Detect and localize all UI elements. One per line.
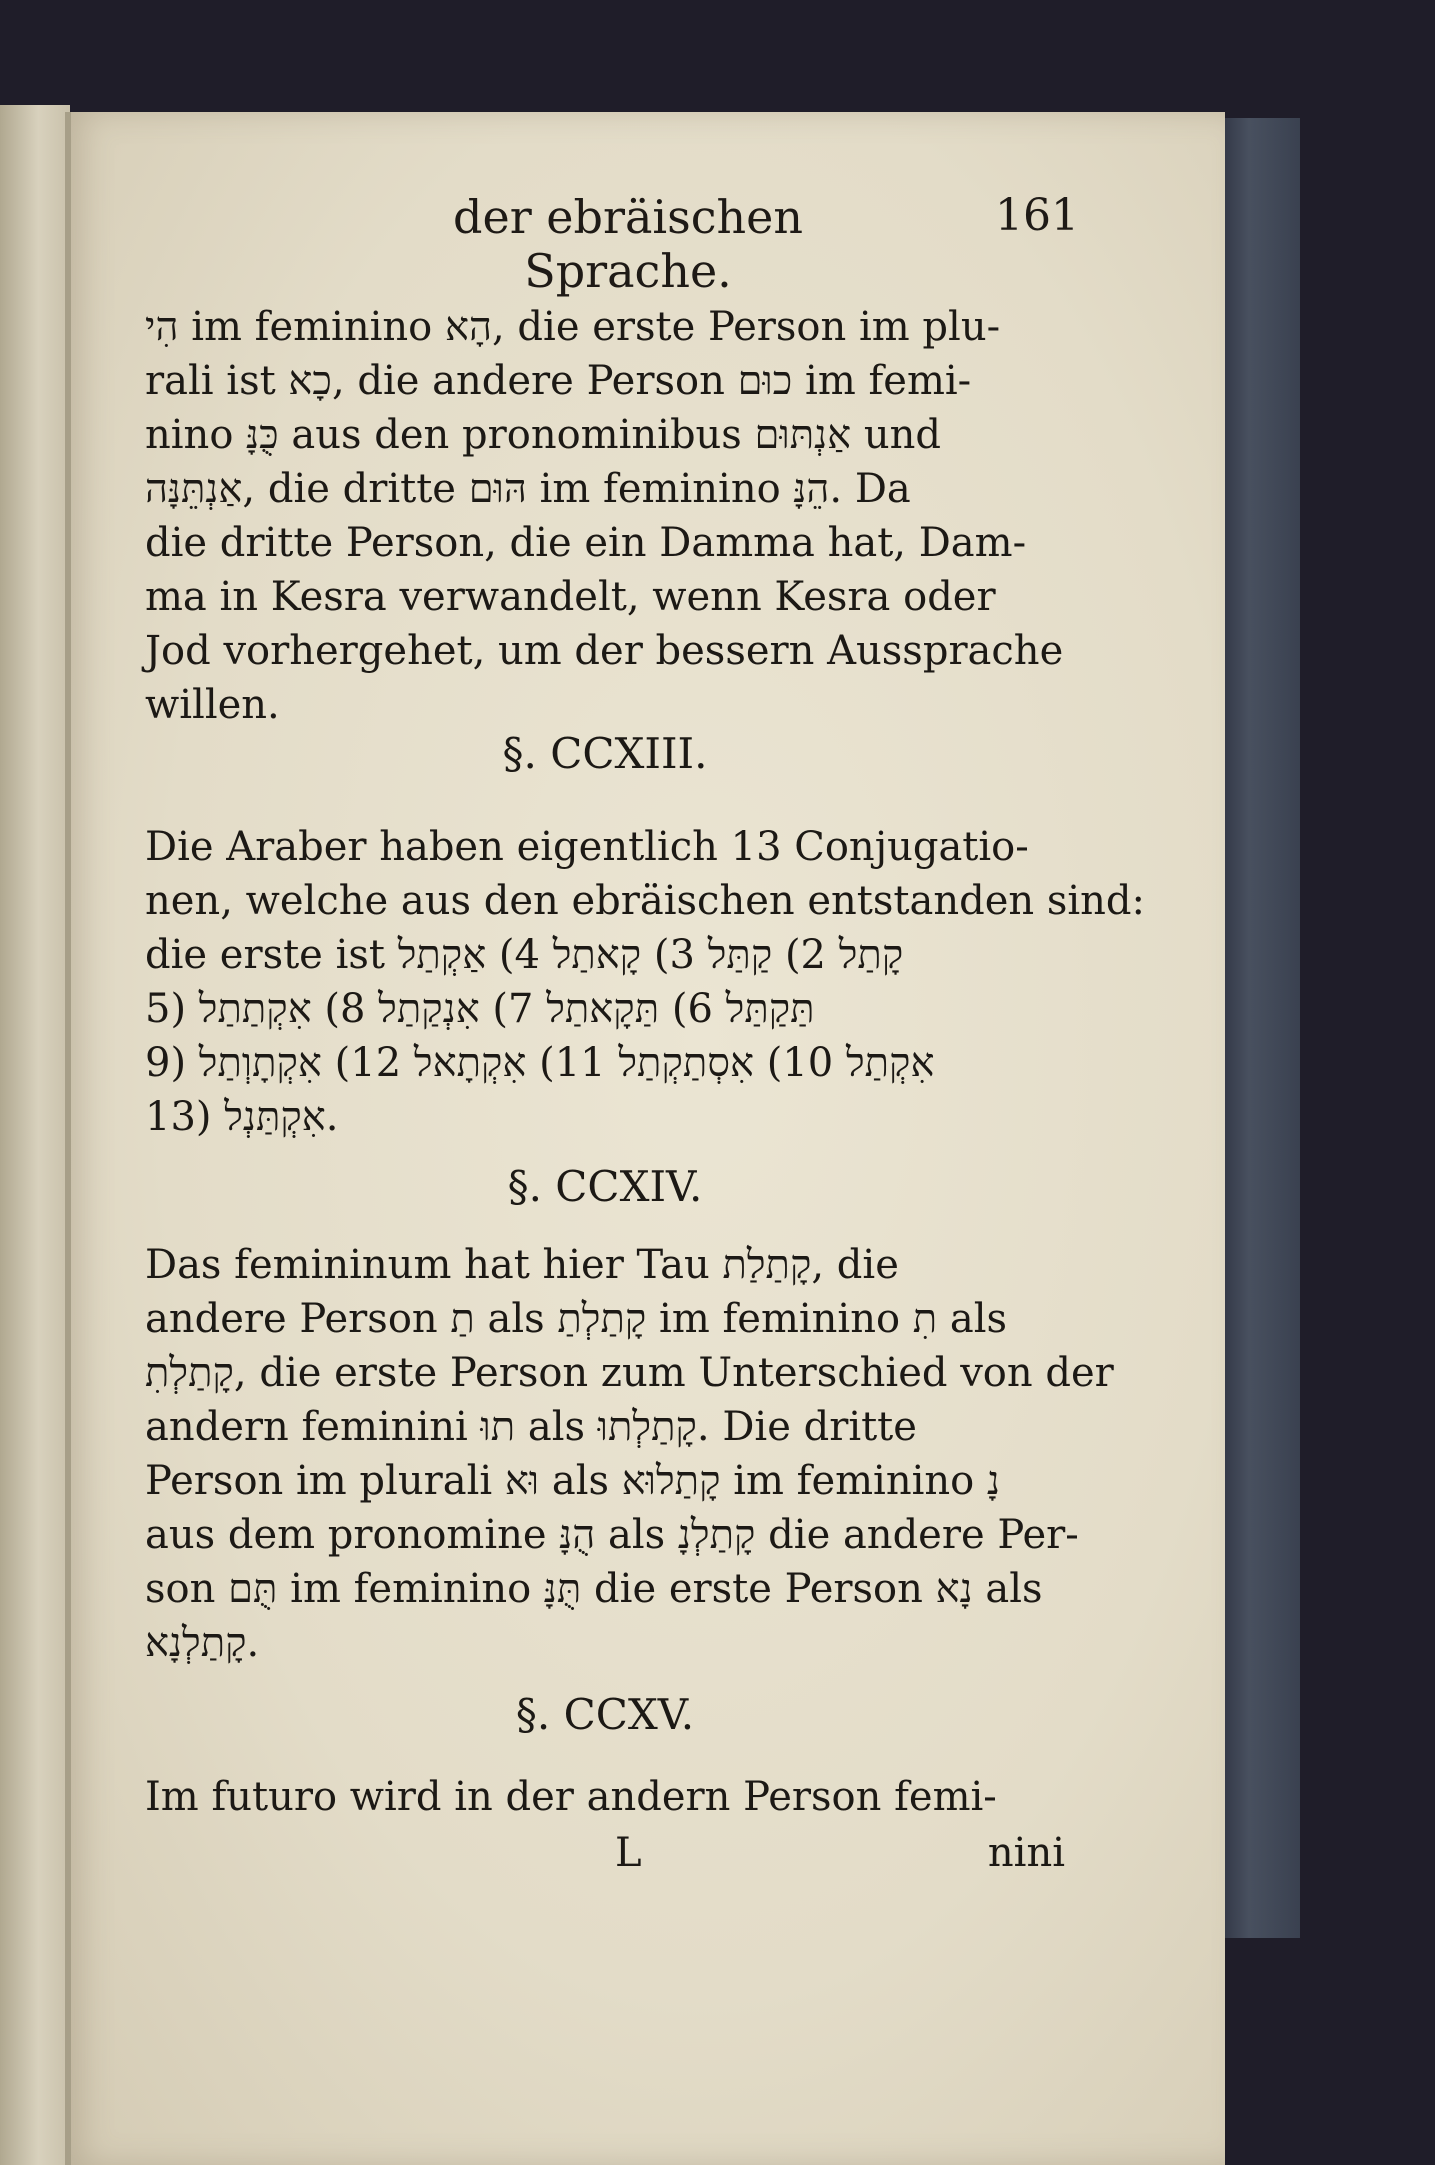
running-head: der ebräischen Sprache. (453, 190, 803, 298)
text-line: Person im plurali וּא als קָתַלוּא im feminino נָ (145, 1458, 1000, 1504)
catchword: nini (987, 1830, 1065, 1876)
text-line: die erste ist קָתַל 2) קַתַּל 3) קָאתַל 4) אַקְתַל (145, 932, 904, 978)
text-line: son תֻּם im feminino תֻּנָּ die erste Person נָא als (145, 1566, 1043, 1612)
page-footer (145, 1826, 1065, 1880)
text-line: 13) אִקְתַּנְל. (145, 1094, 339, 1140)
text-line: ma in Kesra verwandelt, wenn Kesra oder (145, 574, 996, 620)
book-cover-edge (1215, 118, 1300, 1938)
signature-mark: L (615, 1830, 642, 1876)
page-gutter (65, 112, 71, 2165)
text-line: Die Araber haben eigentlich 13 Conjugatio- (145, 824, 1029, 870)
text-line: andere Person תַ als קָתַלְתַ im feminino תִ als (145, 1296, 1008, 1342)
text-line: Im futuro wird in der andern Person femi- (145, 1774, 997, 1820)
paragraph-3 (145, 1238, 1114, 1670)
text-line: אַנְתֵּנָּה, die dritte הּוּם im feminino הֵנָּ. Da (145, 466, 911, 512)
section-heading-ccxv: §. CCXV. (515, 1690, 695, 1739)
paragraph-2 (145, 820, 1145, 1144)
text-line: rali ist כָא, die andere Person כוּם im femi- (145, 358, 972, 404)
text-line: Das femininum hat hier Tau קָתַלַת, die (145, 1242, 899, 1288)
section-heading-ccxiv: §. CCXIV. (507, 1162, 703, 1211)
text-line: קָתַלְנָא. (145, 1620, 260, 1666)
text-line: die dritte Person, die ein Damma hat, Dam- (145, 520, 1027, 566)
text-line: Jod vorhergehet, um der bessern Aussprache (145, 628, 1064, 674)
paragraph-4 (145, 1770, 1065, 1824)
text-line: andern feminini תוּ als קָתַלְתוּ. Die dritte (145, 1404, 917, 1450)
text-line: קָתַלְתִ, die erste Person zum Unterschied von der (145, 1350, 1114, 1396)
page-number: 161 (995, 190, 1079, 241)
text-line: 5) תַּקַתַּל 6) תַּקָאתַל 7) אִנְקַתַל 8) אִקְתַתַל (145, 986, 815, 1032)
text-line: הִי im feminino הָא, die erste Person im plu- (145, 304, 1001, 350)
text-line: nen, welche aus den ebräischen entstanden sind: (145, 878, 1145, 924)
text-line: aus dem pronomine הֻנָּ als קָתַלְנָ die andere Per- (145, 1512, 1079, 1558)
text-line: 9) אִקְתַל 10) אִסְתַקְתַל 11) אִקְתָאל 12) אִקְתָוְתַל (145, 1040, 935, 1086)
text-line: nino כֻּנָּ aus den pronominibus אַנְתּוּם und (145, 412, 941, 458)
previous-page-edge (0, 105, 70, 2165)
section-heading-ccxiii: §. CCXIII. (502, 729, 708, 778)
paragraph-1 (145, 300, 1065, 732)
text-line: willen. (145, 682, 280, 728)
